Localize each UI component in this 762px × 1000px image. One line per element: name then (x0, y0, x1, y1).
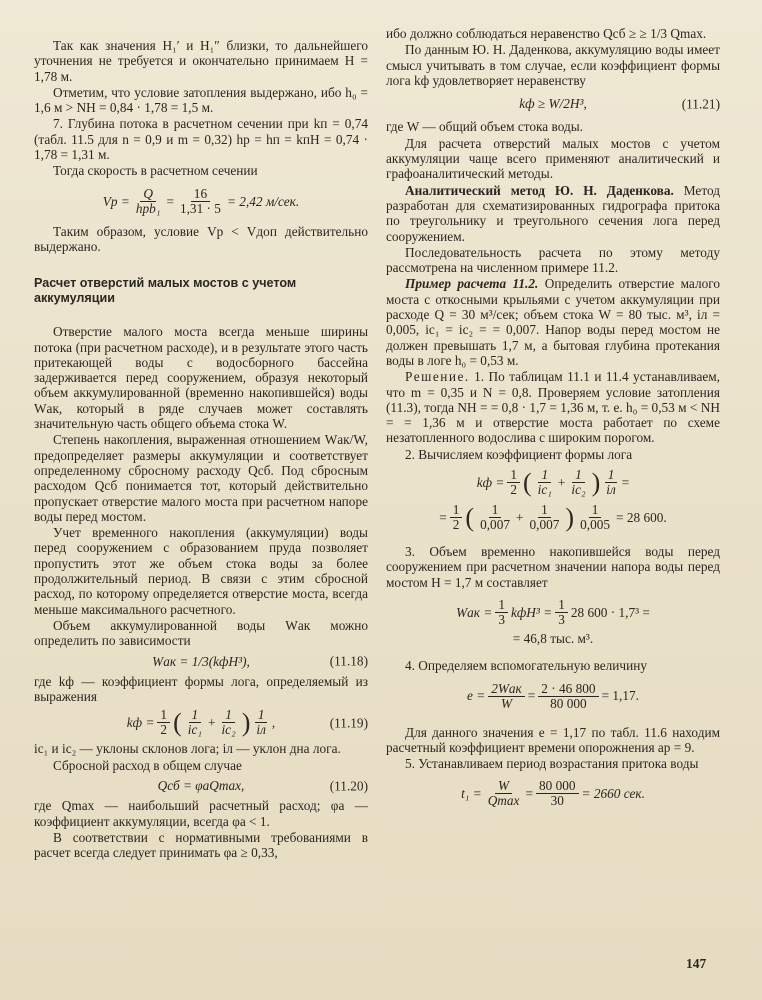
paren-close: ) (565, 502, 575, 532)
eq-number: (11.21) (681, 96, 720, 112)
paragraph-text: 1. По таблицам 11.1 и 11.4 устанавливаем, что m = 0,35 и N = 0,8. Проверяем условие затопления (11.3), тогда NH = = 0,8 · 1,7 = 1,36 м, т. е. h₀ = 0,53 м < NH = = 1,36 м и отверстие моста работает по схеме незатопленного водослива с широким порогом. (386, 369, 720, 446)
paragraph: Отверстие малого моста всегда меньше ширины потока (при расчетном расходе), и в результате этого часть притекающей воды с водосборного бассейна задерживается перед сооружением, образуя некоторый объем аккумулированной (временно накопившейся) воды Wак, который в ряде случаев может составлять значительную часть общего объема стока W. (34, 324, 368, 432)
numerator: 1 (605, 468, 618, 483)
eq-number: (11.20) (329, 777, 368, 793)
denominator: Qmax (487, 793, 520, 809)
plus-sign: + (557, 474, 566, 490)
eq-sign: = (527, 688, 536, 704)
equation-11-20 (34, 778, 368, 793)
denominator: 80 000 (550, 695, 587, 711)
paragraph: где kф — коэффициент формы лога, определяемый из выражения (34, 673, 368, 705)
paragraph: Так как значения H₁′ и H₁″ близки, то дальнейшего уточнения не требуется и окончательно принимаем H = 1,78 м. (34, 38, 368, 84)
denominator: 1,31 · 5 (179, 200, 221, 216)
denominator: iс₁ (187, 722, 202, 738)
denominator: iс₁ (537, 482, 552, 498)
denominator: 0,005 (580, 517, 611, 533)
eq-tail: = 28 600. (616, 509, 667, 525)
eq-rhs: = 1,17. (601, 688, 639, 704)
plus-sign: + (207, 715, 216, 731)
fraction (477, 503, 513, 532)
paragraph: где Qmax — наибольший расчетный расход; φа — коэффициент аккумуляции, всегда φа < 1. (34, 798, 368, 829)
bold-lead: Аналитический метод Ю. Н. Даденкова. (405, 182, 674, 198)
eq-lhs: e = (466, 688, 486, 704)
paragraph: Для данного значения e = 1,17 по табл. 11.6 находим расчетный коэффициент времени опорожнения aр = 9. (386, 724, 720, 755)
paragraph: 2. Вычисляем коэффициент формы лога (405, 446, 633, 462)
eq-body: = 46,8 тыс. м³. (512, 630, 594, 646)
denominator: iл (606, 482, 616, 498)
paragraph: 3. Объем временно накопившейся воды перед сооружением при расчетном значении напора воды перед мостом H = 1,7 м составляет (386, 544, 720, 590)
eq-rhs: = 2,42 м/сек. (226, 193, 300, 209)
fraction (495, 598, 508, 627)
paragraph: 4. Определяем вспомогательную величину (405, 658, 647, 674)
eq-sign: = (525, 786, 533, 802)
denominator: hрb₁ (135, 200, 161, 216)
denominator: iл (256, 722, 266, 738)
numerator: 1 (222, 708, 235, 723)
fraction (450, 503, 463, 532)
eq-body: Wак = 1/3(kфH³), (152, 653, 250, 669)
paragraph-text: Метод разработан для схематизированных гидрографа притока по треугольнику и треугольного сечения лога перед сооружением. (386, 182, 720, 244)
paragraph: Последовательность расчета по этому методу рассмотрена на численном примере 11.2. (386, 244, 720, 276)
section-heading: Расчет отверстий малых мостов с учетом аккумуляции (34, 276, 297, 306)
fraction (133, 187, 164, 216)
right-column (386, 26, 720, 816)
paragraph: Сбросной расход в общем случае (53, 757, 242, 773)
equation-t1 (386, 779, 720, 808)
paragraph: По данным Ю. Н. Даденкова, аккумуляцию воды имеет смысл учитывать в том случае, если коэффициент формы лога kф удовлетворяет неравенству (386, 42, 720, 88)
numerator: 16 (191, 187, 210, 202)
left-column (34, 26, 368, 861)
numerator: 1 (489, 503, 502, 518)
paragraph (386, 276, 720, 368)
fraction (577, 503, 613, 532)
paragraph: Для расчета отверстий малых мостов с учетом аккумуляции чаще всего применяют аналитический и графоаналитический методы. (386, 135, 720, 182)
numerator: 1 (255, 708, 268, 723)
equation-11-19 (34, 708, 368, 737)
eq-number: (11.19) (329, 715, 368, 731)
denominator: 2 (160, 722, 168, 738)
fraction (253, 708, 269, 737)
numerator: 1 (555, 598, 568, 613)
fraction (185, 708, 205, 737)
fraction (488, 682, 525, 711)
numerator: 1 (538, 503, 551, 518)
paren-open: ( (173, 707, 182, 737)
fraction (536, 779, 579, 808)
denominator: 2 (452, 517, 460, 533)
eq-lhs: Wак = (456, 604, 493, 620)
fraction (485, 779, 523, 808)
paragraph: где W — общий объем стока воды. (386, 119, 583, 135)
denominator: iс₂ (221, 722, 236, 738)
numerator: 1 (589, 503, 602, 518)
page-number: 147 (686, 956, 707, 971)
eq-lhs: kф = (126, 715, 155, 731)
denominator: iс₂ (571, 482, 586, 498)
fraction (555, 598, 568, 627)
fraction (507, 468, 520, 497)
eq-number: (11.18) (329, 653, 368, 669)
numerator: 1 (189, 708, 202, 723)
paragraph: iс₁ и iс₂ — уклоны склонов лога; iл — уклон дна лога. (34, 741, 341, 757)
paragraph (386, 183, 720, 244)
paren-open: ( (465, 502, 475, 532)
numerator: 1 (572, 468, 585, 483)
eq-lhs: Vр = (102, 193, 130, 209)
eq-tail: , (271, 715, 276, 731)
paren-close: ) (591, 467, 601, 497)
eq-body: Qсб = φаQmax, (157, 777, 245, 793)
fraction (538, 682, 598, 711)
fraction (535, 468, 555, 497)
paren-close: ) (241, 707, 251, 737)
fraction (603, 468, 619, 497)
numerator: 1 (495, 598, 508, 613)
denominator: W (500, 695, 513, 711)
eq-rhs: = 2660 сек. (581, 786, 645, 802)
paragraph: ибо должно соблюдаться неравенство Qсб ≥ ≥ 1/3 Qmax. (386, 26, 707, 41)
eq-body: kф ≥ W/2H³, (519, 96, 587, 112)
numerator: 2 · 46 800 (538, 682, 598, 697)
fraction (218, 708, 238, 737)
eq-lhs: t₁ = (461, 786, 482, 802)
paragraph: 5. Устанавливаем период возрастания притока воды (405, 756, 699, 772)
paragraph (386, 369, 720, 445)
plus-sign: + (516, 509, 524, 525)
paragraph-text: Определить отверстие малого моста с откосными крыльями с учетом аккумуляции при расходе Q = 30 м³/сек; объем стока W = 80 тыс. м³, iл = 0,005, iс₁ = iс₂ = = 0,007. Напор воды перед мостом не должен превышать 1,7 м, а бытовая глубина протекания воды в логе h₀ = 0,53 м. (386, 276, 720, 368)
fraction (568, 468, 588, 497)
numerator: 1 (507, 468, 520, 483)
paragraph: Отметим, что условие затопления выдержано, ибо h₀ = 1,6 м > NH = 0,84 · 1,78 = 1,5 м. (34, 84, 368, 116)
eq-rhs: 28 600 · 1,7³ = (570, 604, 650, 620)
denominator: 30 (550, 793, 564, 809)
paragraph: Тогда скорость в расчетном сечении (53, 163, 258, 179)
paragraph: В соответствии с нормативными требованиями в расчет всегда следует принимать φа ≥ 0,33, (34, 829, 368, 861)
denominator: 0,007 (529, 517, 560, 533)
numerator: 1 (157, 708, 170, 723)
numerator: 1 (450, 503, 463, 518)
example-lead: Пример расчета 11.2. (405, 276, 539, 292)
paragraph: Таким образом, условие Vр < Vдоп действительно выдержано. (34, 223, 368, 254)
paragraph: Учет временного накопления (аккумуляции) воды перед сооружением с образованием пруда позволяет пропустить этот же объем стока воды за более продолжительный период. В связи с этим сбросной расход, по которому определяется отверстие моста, всегда меньше максимального расчетного. (34, 525, 368, 617)
eq-lhs: kф = (476, 474, 505, 490)
eq-tail: = (621, 474, 630, 490)
equation-wak-2 (386, 631, 720, 646)
paragraph: Степень накопления, выраженная отношением Wак/W, предопределяет размеры аккумуляции и соответствует определенному сбросному расходу Qсб. Под сбросным расходом Qсб понимается тот, который действительно пропускает отверстие малого моста при расчетном напоре воды перед мостом. (34, 432, 368, 524)
eq-mid: kфH³ = (510, 604, 553, 620)
numerator: W (495, 779, 512, 794)
equation-velocity (34, 187, 368, 216)
equation-11-18 (34, 654, 368, 669)
solution-lead: Решение. (405, 369, 470, 385)
numerator: 1 (538, 468, 551, 483)
numerator: 80 000 (536, 779, 579, 794)
paragraph: 7. Глубина потока в расчетном сечении при kп = 0,74 (табл. 11.5 для n = 0,9 и m = 0,32) hр = hп = kпH = 0,74 · 1,78 = 1,31 м. (34, 116, 368, 163)
denominator: 3 (558, 611, 565, 627)
denominator: 2 (510, 482, 517, 498)
equation-11-21 (386, 96, 720, 111)
paren-open: ( (522, 467, 532, 497)
fraction (157, 708, 170, 737)
denominator: 0,007 (480, 517, 510, 533)
equation-kf-1 (386, 468, 720, 497)
numerator: 2Wак (488, 682, 525, 697)
fraction (527, 503, 563, 532)
denominator: 3 (498, 611, 505, 627)
eq-lhs: = (439, 509, 447, 525)
equation-kf-2 (386, 503, 720, 532)
fraction (177, 187, 224, 216)
numerator: Q (140, 187, 156, 202)
eq-sign: = (166, 193, 174, 209)
equation-wak-1 (386, 598, 720, 627)
equation-e (386, 682, 720, 711)
paragraph: Объем аккумулированной воды Wак можно определить по зависимости (34, 617, 368, 649)
